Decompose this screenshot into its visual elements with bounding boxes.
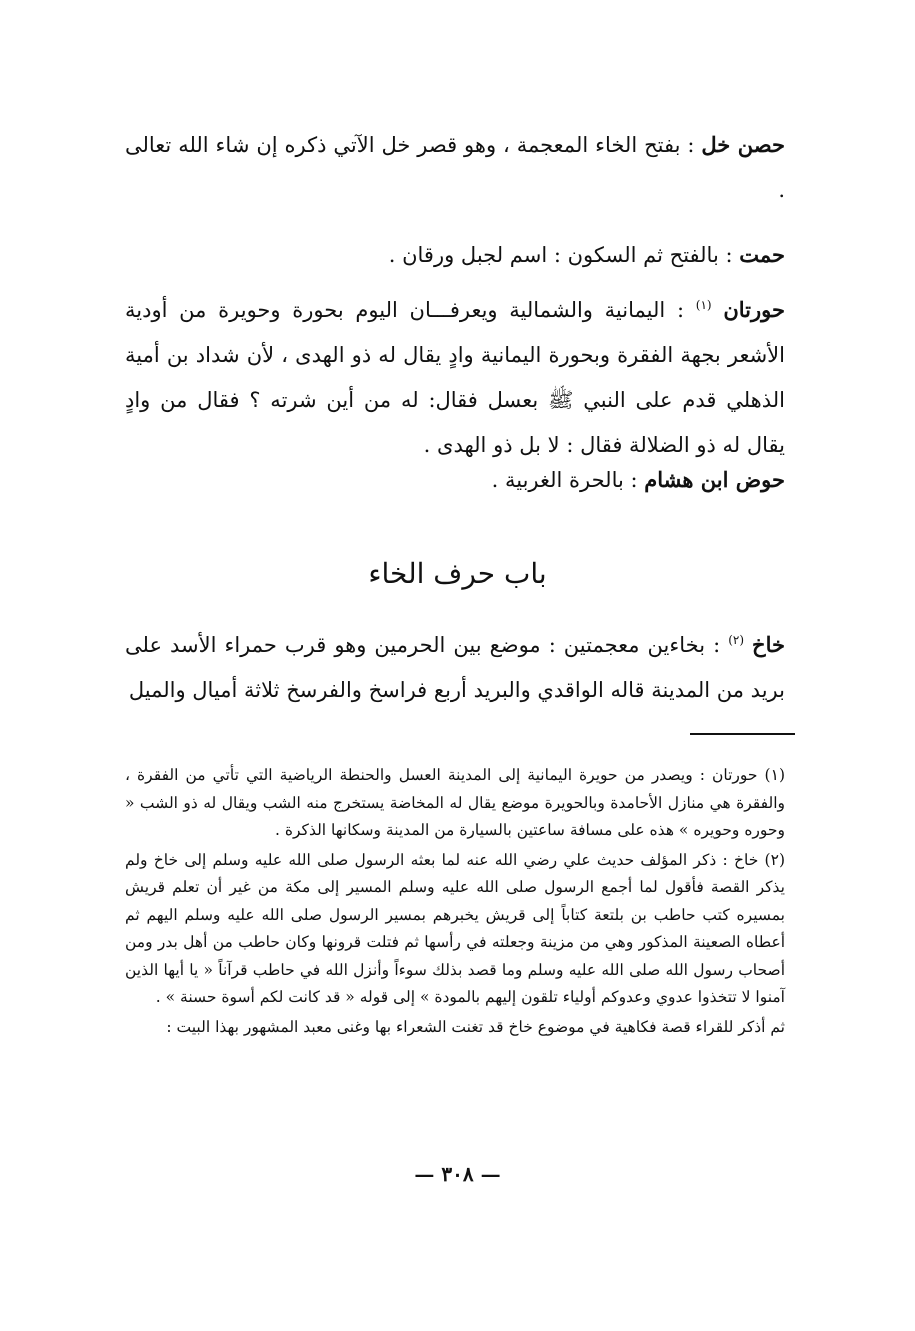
footnote-continuation: ثم أذكر للقراء قصة فكاهية في موضوع خاخ قد تغنت الشعراء بها وغنى معبد المشهور بهذا البيت : (166, 1017, 785, 1036)
entry-text: : بالحرة الغربية . (491, 468, 638, 492)
footnote-2: (٢) خاخ : ذكر المؤلف حديث علي رضي الله عنه لما بعثه الرسول صلى الله عليه وسلم إلى خاخ ولم يذكر القصة فأقول لما أجمع الرسول صلى الله عليه وسلم المسير إلى مكة من غير أن تعلم قريش بمسيره كتب حاطب بن بلتعة كتاباً إلى قريش يخبرهم بمسير الرسول صلى الله عليه وسلم اليهم ثم أعطاه الصعينة المذكور وهي من مزينة وجعلته في رأسها ثم فتلت قرونها وكان حاطب من أهل بدر ومن أصحاب رسول الله صلى الله عليه وسلم وما قصد بذلك سوءاً وأنزل الله في حاطب قرآناً « يا أيها الذين آمنوا لا تتخذوا عدوي وعدوكم أولياء تلقون إليهم بالمودة » إلى قوله « قد كانت لكم أسوة حسنة » . (125, 850, 785, 1006)
entry-hawd-ibn-hisham (125, 457, 785, 503)
entry-khakh (125, 622, 785, 713)
entry-text: : بخاءين معجمتين : موضع بين الحرمين وهو قرب حمراء الأسد على بريد من المدينة قاله الواقدي والبريد أربع فراسخ والفرسخ ثلاثة أميال والميل (125, 633, 785, 702)
entry-text: : بفتح الخاء المعجمة ، وهو قصر خل الآتي ذكره إن شاء الله تعالى . (125, 133, 785, 202)
footnote-ref[interactable]: (١) (695, 298, 712, 312)
entry-headword: حصن خل (701, 132, 785, 157)
entry-text: : اليمانية والشمالية ويعرفـــان اليوم بحورة وحويرة من أودية الأشعر بجهة الفقرة وبحورة اليمانية وادٍ يقال له ذو الهدى ، لأن شداد بن أمية الذهلي قدم على النبي ﷺ بعسل فقال: له من أين شرته ؟ فقال من وادٍ يقال له ذو الضلالة فقال : لا بل ذو الهدى . (125, 298, 785, 457)
footnote-divider (690, 733, 795, 735)
entry-headword: حمت (739, 242, 785, 267)
entry-hamt (125, 232, 785, 278)
section-heading: باب حرف الخاء (368, 557, 547, 590)
entry-hisn-khal (125, 122, 785, 213)
entry-headword: حورتان (723, 297, 785, 322)
page-number: — ٣٠٨ — (414, 1162, 501, 1186)
footnote-ref[interactable]: (٢) (728, 633, 745, 647)
entry-headword: خاخ (752, 632, 785, 657)
footnotes (125, 762, 785, 1043)
entry-headword: حوض ابن هشام (644, 467, 785, 492)
footnote-1: (١) حورتان : ويصدر من حويرة اليمانية إلى المدينة العسل والحنطة الرياضية التي تأتي من الفقرة ، والفقرة هي منازل الأحامدة وبالحويرة موضع يقال له المخاضة يستخرج منه الشب ويقال له ذو الشب « وحوره وحويره » هذه على مسافة ساعتين بالسيارة من المدينة وسكانها الذكرة . (125, 766, 785, 839)
entry-text: : بالفتح ثم السكون : اسم لجبل ورقان . (388, 243, 733, 267)
entry-hawratan (125, 287, 785, 468)
